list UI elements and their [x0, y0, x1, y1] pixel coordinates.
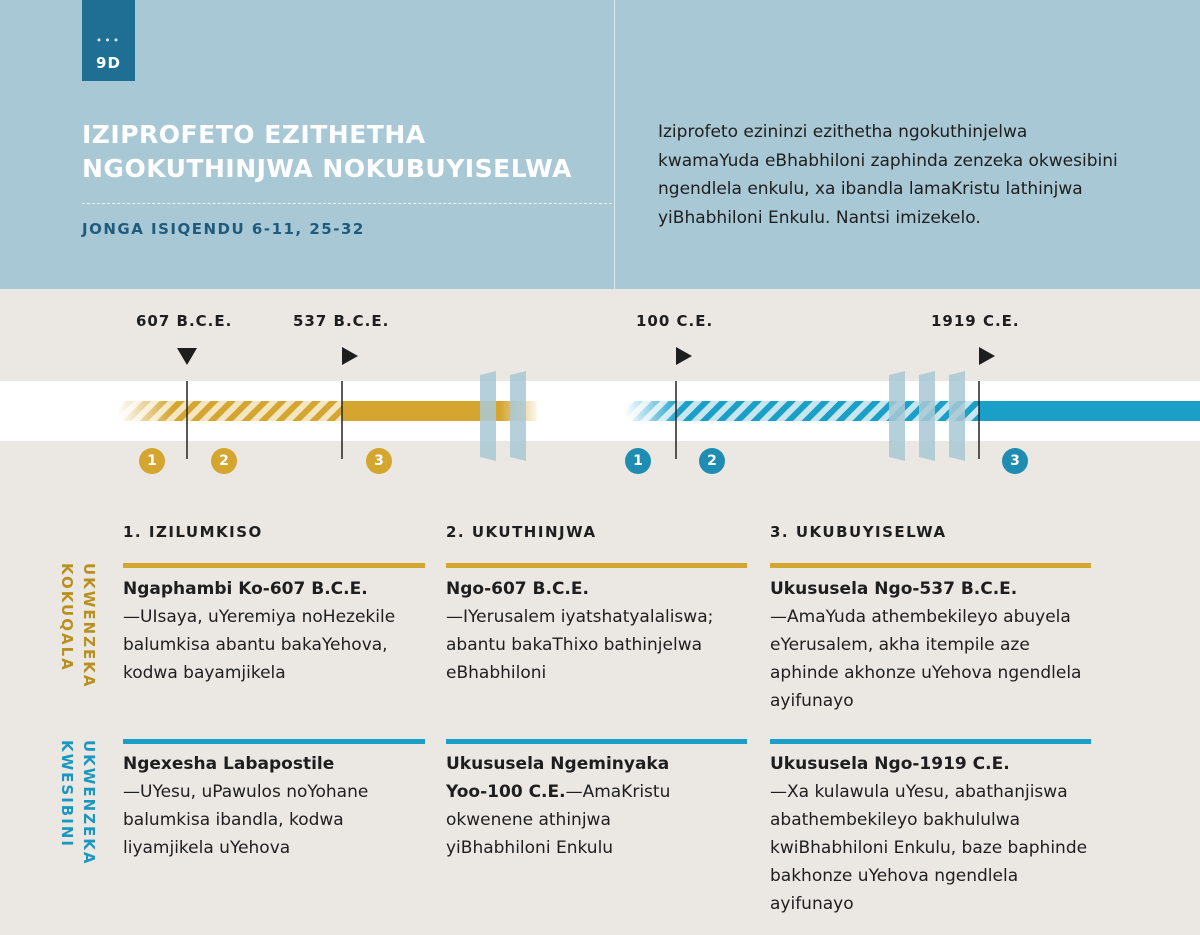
second-row-rule-2	[446, 739, 747, 744]
cell-text: —UYesu, uPawulos noYohane balumkisa ibandla, kodwa liyamjikela uYehova	[123, 782, 369, 858]
first-break-strip-2	[510, 371, 526, 461]
first-row-cell-captivity	[446, 575, 751, 687]
column-header-restoration: 3. UKUBUYISELWA	[770, 523, 947, 541]
row-label-second-fulfillment	[56, 740, 100, 866]
cell-lead: Ngaphambi Ko-607 B.C.E.	[123, 579, 368, 599]
first-row-cell-warnings	[123, 575, 428, 687]
second-row-cell-captivity	[446, 750, 706, 862]
row-label-first-line-2: KOKUQALA	[58, 563, 76, 672]
page-title	[82, 118, 602, 186]
first-marker-1: 1	[139, 448, 165, 474]
arrow-right-1919-ce	[979, 347, 995, 365]
year-label-100-ce: 100 C.E.	[636, 312, 714, 330]
cell-lead: Ukususela Ngeminyaka Yoo-100 C.E.	[446, 754, 670, 802]
first-marker-2: 2	[211, 448, 237, 474]
first-row-rule-2	[446, 563, 747, 568]
cell-lead: Ukususela Ngo-1919 C.E.	[770, 754, 1010, 774]
row-label-first-line-1: UKWENZEKA	[80, 563, 98, 689]
cell-text: —AmaYuda athembekileyo abuyela eYerusalem, akha itempile aze aphinde akhonze uYehova ngendlela ayifunayo	[770, 607, 1082, 711]
page-subtitle: JONGA ISIQENDU 6-11, 25-32	[82, 220, 365, 238]
second-row-rule-3	[770, 739, 1091, 744]
second-row-rule-1	[123, 739, 425, 744]
second-solid-bar	[979, 401, 1200, 421]
row-label-second-line-2: KWESIBINI	[58, 740, 76, 848]
arrow-right-100-ce	[676, 347, 692, 365]
title-divider	[82, 203, 612, 204]
column-header-warnings: 1. IZILUMKISO	[123, 523, 263, 541]
page-title-line-1: IZIPROFETO EZITHETHA	[82, 120, 426, 149]
badge-dots: •••	[95, 34, 122, 47]
badge-label: 9D	[96, 54, 121, 72]
arrow-right-537-bce	[342, 347, 358, 365]
second-marker-3: 3	[1002, 448, 1028, 474]
second-row-cell-restoration	[770, 750, 1090, 918]
header-divider	[614, 0, 615, 289]
first-break-strip-1	[480, 371, 496, 461]
cell-lead: Ngo-607 B.C.E.	[446, 579, 589, 599]
cell-text: —UIsaya, uYeremiya noHezekile balumkisa abantu bakaYehova, kodwa bayamjikela	[123, 607, 396, 683]
cell-text: —AmaKristu okwenene athinjwa yiBhabhiloni Enkulu	[446, 782, 671, 858]
cell-lead: Ngexesha Labapostile	[123, 754, 335, 774]
second-break-strip-1	[889, 371, 905, 461]
year-label-607-bce: 607 B.C.E.	[136, 312, 233, 330]
second-marker-2: 2	[699, 448, 725, 474]
second-row-cell-warnings	[123, 750, 428, 862]
page-title-line-2: NGOKUTHINJWA NOKUBUYISELWA	[82, 154, 572, 183]
second-break-strip-2	[919, 371, 935, 461]
column-header-captivity: 2. UKUTHINJWA	[446, 523, 597, 541]
arrow-down-607-bce	[177, 348, 197, 365]
row-label-first-fulfillment	[56, 563, 100, 689]
second-break-strip-3	[949, 371, 965, 461]
first-row-cell-restoration	[770, 575, 1090, 715]
cell-text: —Xa kulawula uYesu, abathanjiswa abathembekileyo bakhululwa kwiBhabhiloni Enkulu, baze baphinde bakhonze uYehova ngendlela ayifunayo	[770, 782, 1088, 914]
first-bar-fade-start	[118, 401, 173, 421]
cell-text: —IYerusalem iyatshatyalaliswa; abantu bakaThixo bathinjelwa eBhabhiloni	[446, 607, 714, 683]
intro-paragraph: Iziprofeto ezininzi ezithetha ngokuthinjelwa kwamaYuda eBhabhiloni zaphinda zenzeka okwesibini ngendlela enkulu, xa ibandla lamaKristu lathinjwa yiBhabhiloni Enkulu. Nantsi imizekelo.	[658, 122, 1118, 228]
second-marker-1: 1	[625, 448, 651, 474]
first-row-rule-3	[770, 563, 1091, 568]
first-row-rule-1	[123, 563, 425, 568]
year-label-537-bce: 537 B.C.E.	[293, 312, 390, 330]
cell-lead: Ukususela Ngo-537 B.C.E.	[770, 579, 1018, 599]
second-bar-fade-start	[625, 401, 680, 421]
first-marker-3: 3	[366, 448, 392, 474]
row-label-second-line-1: UKWENZEKA	[80, 740, 98, 866]
section-badge	[82, 0, 135, 81]
year-label-1919-ce: 1919 C.E.	[931, 312, 1020, 330]
